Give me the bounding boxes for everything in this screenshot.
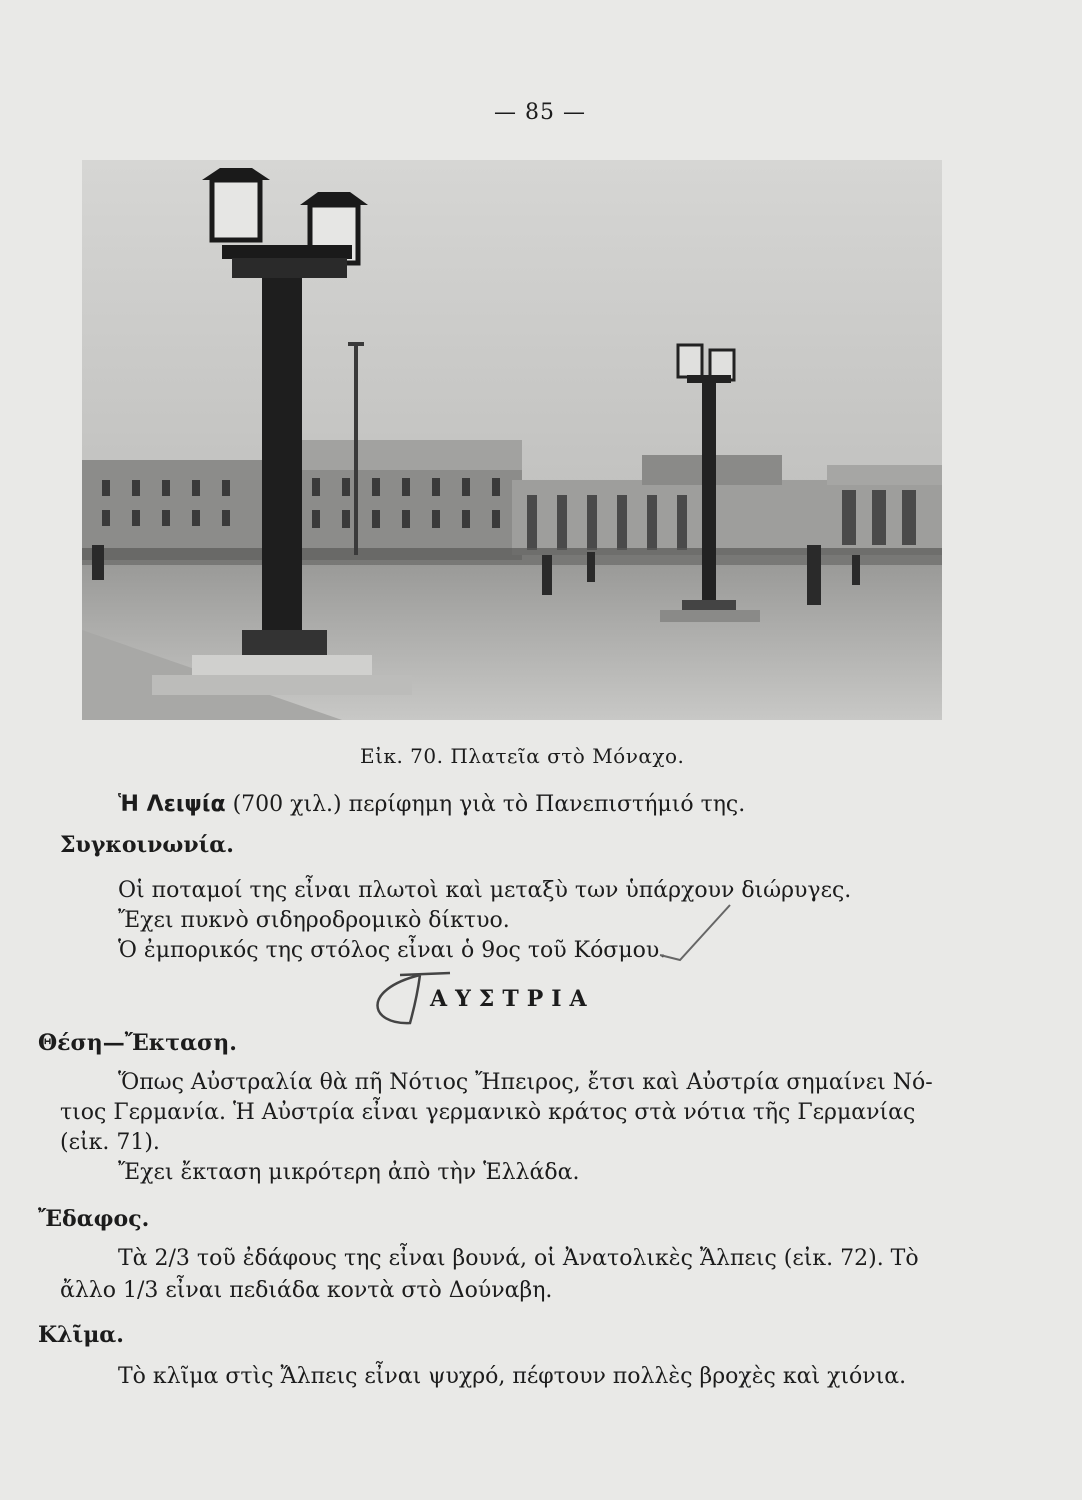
leipzig-name: Ἡ Λειψία (118, 792, 226, 817)
leipzig-paragraph (118, 790, 745, 820)
section-title-austria: ΑΥΣΤΡΙΑ (430, 986, 595, 1012)
austria-line-2: τιος Γερμανία. Ἡ Αὐστρία εἶναι γερμανικὸ κράτος στὰ νότια τῆς Γερμανίας (60, 1100, 916, 1125)
photo-illustration (82, 160, 942, 720)
soil-line-1: Τὰ 2/3 τοῦ ἐδάφους της εἶναι βουνά, οἱ Ἀνατολικὲς Ἄλπεις (εἰκ. 72). Τὸ (118, 1246, 919, 1271)
rivers-line: Οἱ ποταμοί της εἶναι πλωτοὶ καὶ μεταξὺ των ὑπάρχουν διώρυγες. (118, 878, 852, 903)
heading-communication: Συγκοινωνία. (60, 832, 234, 858)
heading-soil: Ἔδαφος. (38, 1206, 150, 1232)
photo-caption: Εἰκ. 70. Πλατεῖα στὸ Μόναχο. (360, 744, 685, 768)
soil-line-2: ἄλλο 1/3 εἶναι πεδιάδα κοντὰ στὸ Δούναβη. (60, 1278, 553, 1303)
heading-climate: Κλῖμα. (38, 1322, 124, 1348)
photo-munich-square (82, 160, 942, 720)
area-line: Ἔχει ἔκταση μικρότερη ἀπὸ τὴν Ἑλλάδα. (118, 1160, 580, 1185)
page-number: — 85 — (494, 100, 586, 125)
climate-line-1: Τὸ κλῖμα στὶς Ἄλπεις εἶναι ψυχρό, πέφτουν πολλὲς βροχὲς καὶ χιόνια. (118, 1364, 907, 1389)
austria-line-3: (εἰκ. 71). (60, 1130, 160, 1155)
austria-line-1: Ὅπως Αὐστραλία θὰ πῆ Νότιος Ἤπειρος, ἔτσι καὶ Αὐστρία σημαίνει Νό- (118, 1070, 933, 1095)
heading-position-area: Θέση—Ἔκταση. (38, 1030, 237, 1056)
fleet-line: Ὁ ἐμπορικός της στόλος εἶναι ὁ 9ος τοῦ Κόσμου. (118, 938, 667, 963)
leipzig-text: (700 χιλ.) περίφημη γιὰ τὸ Πανεπιστήμιό της. (232, 792, 746, 817)
pen-check-mark (360, 895, 740, 1035)
railway-line: Ἔχει πυκνὸ σιδηροδρομικὸ δίκτυο. (118, 908, 510, 933)
